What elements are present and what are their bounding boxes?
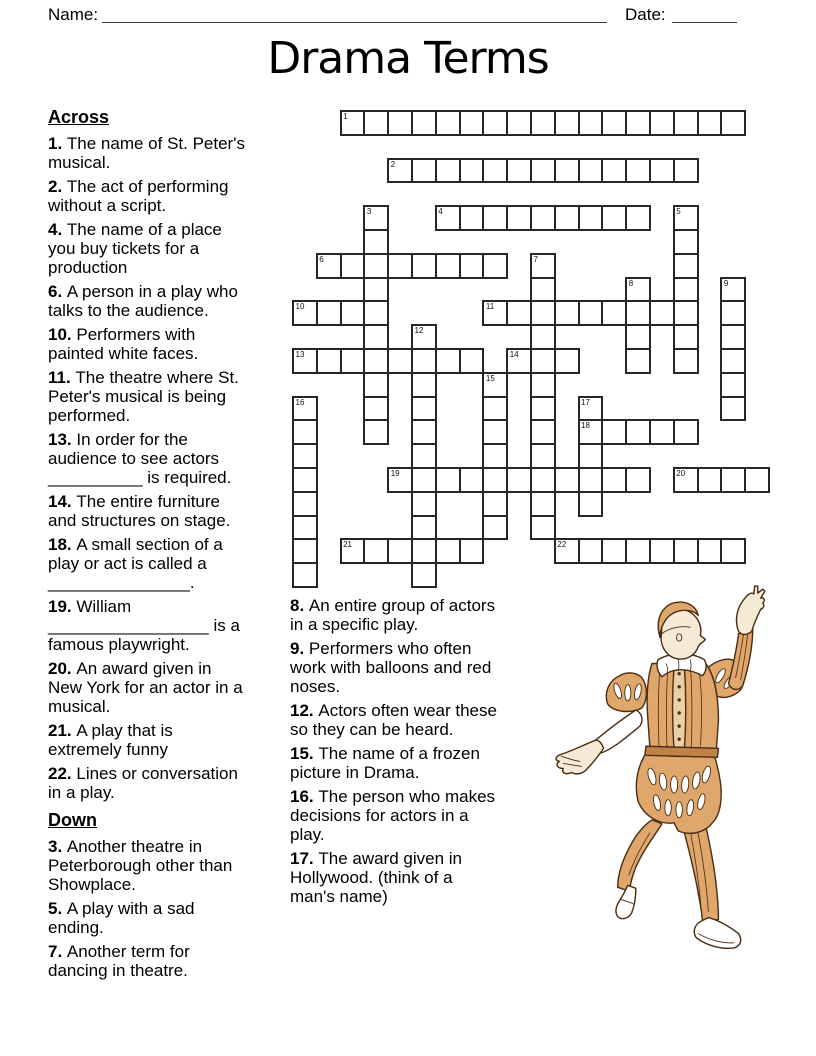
clue-13: 13. In order for the audience to see actors __________ is required. <box>48 430 232 487</box>
grid-cell[interactable] <box>530 515 556 541</box>
cell-number: 4 <box>438 207 443 217</box>
grid-cell[interactable] <box>697 110 723 136</box>
grid-cell[interactable] <box>554 158 580 184</box>
grid-cell[interactable] <box>363 110 389 136</box>
grid-cell-17[interactable] <box>578 396 604 422</box>
grid-cell[interactable] <box>720 396 746 422</box>
grid-cell[interactable] <box>744 467 770 493</box>
dancer-trunk-hose <box>636 750 721 833</box>
grid-cell-11[interactable] <box>482 300 508 326</box>
grid-cell-12[interactable] <box>411 324 437 350</box>
clue-7: 7. Another term for dancing in theatre. <box>48 942 190 980</box>
down-heading: Down <box>48 810 97 830</box>
cell-number: 7 <box>533 254 538 264</box>
grid-cell[interactable] <box>720 538 746 564</box>
grid-cell[interactable] <box>625 110 651 136</box>
cell-number: 19 <box>390 469 400 478</box>
dancer-front-leg <box>682 821 718 922</box>
grid-cell[interactable] <box>530 467 556 493</box>
clue-22: 22. Lines or conversation in a play. <box>48 764 238 802</box>
cell-number: 3 <box>366 207 372 217</box>
date-blank-line[interactable] <box>672 4 737 23</box>
grid-cell[interactable] <box>720 372 746 398</box>
grid-cell[interactable] <box>387 348 413 374</box>
clues-left-column <box>48 108 248 985</box>
clue-21: 21. A play that is extremely funny <box>48 721 173 759</box>
down-clue-list-right <box>290 596 500 906</box>
grid-cell[interactable] <box>411 110 437 136</box>
clue-12: 12. Actors often wear these so they can be heard. <box>290 701 497 739</box>
grid-cell[interactable] <box>459 158 485 184</box>
clue-10: 10. Performers with painted white faces. <box>48 325 199 363</box>
grid-cell[interactable] <box>340 253 366 279</box>
grid-cell-7[interactable] <box>530 253 556 279</box>
clue-16: 16. The person who makes decisions for actors in a play. <box>290 787 496 844</box>
grid-cell[interactable] <box>316 348 342 374</box>
grid-cell[interactable] <box>340 300 366 326</box>
grid-cell[interactable] <box>482 467 508 493</box>
grid-cell-13[interactable] <box>292 348 318 374</box>
grid-cell[interactable] <box>601 467 627 493</box>
grid-cell[interactable] <box>720 300 746 326</box>
grid-cell[interactable] <box>459 538 485 564</box>
grid-cell[interactable] <box>506 205 532 231</box>
grid-cell-2[interactable] <box>387 158 413 184</box>
cell-number: 16 <box>295 397 305 407</box>
grid-cell[interactable] <box>625 300 651 326</box>
grid-cell[interactable] <box>363 538 389 564</box>
cell-number: 17 <box>581 397 590 407</box>
across-clue-list <box>48 134 248 802</box>
grid-cell[interactable] <box>673 324 699 350</box>
grid-cell[interactable] <box>363 372 389 398</box>
grid-cell[interactable] <box>435 538 461 564</box>
grid-cell[interactable] <box>411 253 437 279</box>
grid-cell[interactable] <box>292 419 318 445</box>
grid-cell[interactable] <box>530 419 556 445</box>
grid-cell[interactable] <box>292 515 318 541</box>
grid-cell[interactable] <box>411 372 437 398</box>
grid-cell[interactable] <box>482 419 508 445</box>
grid-cell[interactable] <box>649 419 675 445</box>
grid-cell[interactable] <box>578 443 604 469</box>
grid-cell-1[interactable] <box>340 110 366 136</box>
grid-cell[interactable] <box>459 467 485 493</box>
grid-cell[interactable] <box>530 205 556 231</box>
grid-cell-19[interactable] <box>387 467 413 493</box>
grid-cell[interactable] <box>578 491 604 517</box>
clues-right-column <box>290 596 500 911</box>
grid-cell[interactable] <box>530 491 556 517</box>
grid-cell[interactable] <box>459 348 485 374</box>
clue-11: 11. The theatre where St. Peter's musical is being performed. <box>48 368 239 425</box>
grid-cell[interactable] <box>720 467 746 493</box>
grid-cell[interactable] <box>316 300 342 326</box>
grid-cell-8[interactable] <box>625 277 651 303</box>
grid-cell[interactable] <box>363 419 389 445</box>
grid-cell[interactable] <box>578 205 604 231</box>
cell-number: 12 <box>414 326 424 336</box>
cell-number: 14 <box>509 350 519 359</box>
grid-cell-15[interactable] <box>482 372 508 398</box>
cell-number: 21 <box>343 540 352 550</box>
grid-cell[interactable] <box>530 372 556 398</box>
grid-cell[interactable] <box>411 491 437 517</box>
cell-number: 6 <box>319 254 324 264</box>
cell-number: 11 <box>485 302 495 312</box>
grid-cell-3[interactable] <box>363 205 389 231</box>
grid-cell[interactable] <box>459 205 485 231</box>
grid-cell-9[interactable] <box>720 277 746 303</box>
grid-cell-16[interactable] <box>292 396 318 422</box>
grid-cell[interactable] <box>292 562 318 588</box>
grid-cell[interactable] <box>363 300 389 326</box>
cell-number: 20 <box>676 469 686 478</box>
grid-cell-5[interactable] <box>673 205 699 231</box>
grid-cell[interactable] <box>625 538 651 564</box>
down-clue-list-left <box>48 837 248 980</box>
grid-cell[interactable] <box>601 110 627 136</box>
clue-6: 6. A person in a play who talks to the audience. <box>48 282 238 320</box>
grid-cell[interactable] <box>530 348 556 374</box>
grid-cell[interactable] <box>482 158 508 184</box>
grid-cell[interactable] <box>578 300 604 326</box>
grid-cell[interactable] <box>625 205 651 231</box>
grid-cell[interactable] <box>673 419 699 445</box>
grid-cell[interactable] <box>482 253 508 279</box>
grid-cell[interactable] <box>387 253 413 279</box>
grid-cell[interactable] <box>292 538 318 564</box>
grid-cell[interactable] <box>530 110 556 136</box>
grid-cell[interactable] <box>673 348 699 374</box>
grid-cell[interactable] <box>673 277 699 303</box>
grid-cell[interactable] <box>578 158 604 184</box>
grid-cell[interactable] <box>625 419 651 445</box>
grid-cell[interactable] <box>625 467 651 493</box>
grid-cell[interactable] <box>411 348 437 374</box>
grid-cell[interactable] <box>459 253 485 279</box>
grid-cell[interactable] <box>649 158 675 184</box>
grid-cell[interactable] <box>292 443 318 469</box>
dancer-back-shoe <box>616 885 636 918</box>
grid-cell[interactable] <box>673 538 699 564</box>
grid-cell[interactable] <box>601 300 627 326</box>
grid-cell[interactable] <box>554 110 580 136</box>
grid-cell[interactable] <box>459 110 485 136</box>
dancer-ear <box>677 634 682 641</box>
grid-cell[interactable] <box>292 467 318 493</box>
grid-cell[interactable] <box>340 348 366 374</box>
dancer-belt <box>645 746 719 757</box>
across-heading: Across <box>48 107 110 127</box>
grid-cell[interactable] <box>435 253 461 279</box>
grid-cell[interactable] <box>387 110 413 136</box>
grid-cell[interactable] <box>363 253 389 279</box>
clue-9: 9. Performers who often work with balloons and red noses. <box>290 639 492 696</box>
clue-20: 20. An award given in New York for an actor in a musical. <box>48 659 243 716</box>
date-label: Date: <box>625 5 666 24</box>
cell-number: 8 <box>628 278 634 288</box>
grid-cell[interactable] <box>363 348 389 374</box>
grid-cell[interactable] <box>530 277 556 303</box>
grid-cell[interactable] <box>673 158 699 184</box>
grid-cell[interactable] <box>649 110 675 136</box>
grid-cell[interactable] <box>482 491 508 517</box>
clue-1: 1. The name of St. Peter's musical. <box>48 134 245 172</box>
grid-cell[interactable] <box>601 538 627 564</box>
clue-8: 8. An entire group of actors in a specific play. <box>290 596 496 634</box>
grid-cell[interactable] <box>625 158 651 184</box>
grid-cell[interactable] <box>530 158 556 184</box>
grid-cell[interactable] <box>625 324 651 350</box>
grid-cell[interactable] <box>649 300 675 326</box>
grid-cell[interactable] <box>601 205 627 231</box>
cell-number: 15 <box>485 373 495 383</box>
cell-number: 9 <box>723 278 729 288</box>
grid-cell[interactable] <box>578 538 604 564</box>
cell-number: 22 <box>557 540 567 550</box>
grid-cell-14[interactable] <box>506 348 532 374</box>
grid-cell[interactable] <box>673 253 699 279</box>
grid-cell[interactable] <box>411 515 437 541</box>
grid-cell[interactable] <box>435 110 461 136</box>
grid-cell[interactable] <box>506 158 532 184</box>
grid-cell[interactable] <box>649 538 675 564</box>
cell-number: 13 <box>295 350 305 359</box>
grid-cell[interactable] <box>435 158 461 184</box>
grid-cell[interactable] <box>435 467 461 493</box>
grid-cell[interactable] <box>411 443 437 469</box>
dancer-raised-hand <box>737 586 765 634</box>
grid-cell[interactable] <box>363 229 389 255</box>
grid-cell[interactable] <box>411 396 437 422</box>
grid-cell[interactable] <box>506 467 532 493</box>
clue-14: 14. The entire furniture and structures on stage. <box>48 492 231 530</box>
grid-cell-18[interactable] <box>578 419 604 445</box>
grid-cell-22[interactable] <box>554 538 580 564</box>
grid-cell[interactable] <box>673 110 699 136</box>
grid-cell[interactable] <box>578 110 604 136</box>
grid-cell[interactable] <box>601 419 627 445</box>
grid-cell[interactable] <box>482 515 508 541</box>
dancer-back-leg <box>618 820 662 892</box>
cell-number: 10 <box>295 302 305 312</box>
grid-cell[interactable] <box>411 538 437 564</box>
name-label: Name: <box>48 5 99 24</box>
grid-cell[interactable] <box>506 110 532 136</box>
grid-cell[interactable] <box>554 300 580 326</box>
grid-cell[interactable] <box>506 300 532 326</box>
grid-cell[interactable] <box>482 110 508 136</box>
grid-cell[interactable] <box>578 467 604 493</box>
grid-cell[interactable] <box>530 300 556 326</box>
clue-17: 17. The award given in Hollywood. (think of a man's name) <box>290 849 462 906</box>
grid-cell[interactable] <box>363 396 389 422</box>
grid-cell-6[interactable] <box>316 253 342 279</box>
grid-cell[interactable] <box>530 396 556 422</box>
clue-3: 3. Another theatre in Peterborough other than Showplace. <box>48 837 233 894</box>
grid-cell[interactable] <box>697 538 723 564</box>
grid-cell[interactable] <box>530 443 556 469</box>
dancer-front-shoe <box>694 918 741 949</box>
grid-cell[interactable] <box>435 348 461 374</box>
grid-cell[interactable] <box>482 205 508 231</box>
grid-cell[interactable] <box>411 467 437 493</box>
grid-cell[interactable] <box>411 158 437 184</box>
grid-cell[interactable] <box>482 396 508 422</box>
grid-cell[interactable] <box>673 300 699 326</box>
page-title: Drama Terms <box>267 33 549 84</box>
grid-cell-10[interactable] <box>292 300 318 326</box>
clue-4: 4. The name of a place you buy tickets for a production <box>48 220 222 277</box>
name-blank-line[interactable] <box>102 4 607 23</box>
puff-slash <box>625 685 631 701</box>
grid-cell[interactable] <box>530 324 556 350</box>
grid-cell[interactable] <box>363 277 389 303</box>
grid-cell[interactable] <box>601 158 627 184</box>
grid-cell[interactable] <box>720 348 746 374</box>
grid-cell[interactable] <box>554 348 580 374</box>
grid-cell[interactable] <box>554 467 580 493</box>
dancer-illustration <box>531 579 783 977</box>
grid-cell[interactable] <box>363 324 389 350</box>
grid-cell[interactable] <box>720 110 746 136</box>
cell-number: 2 <box>390 159 396 169</box>
grid-cell[interactable] <box>673 229 699 255</box>
clue-19: 19. William _________________ is a famous playwright. <box>48 597 240 654</box>
clue-18: 18. A small section of a play or act is called a _______________. <box>48 535 223 592</box>
grid-cell[interactable] <box>720 324 746 350</box>
cell-number: 1 <box>343 112 348 121</box>
clue-15: 15. The name of a frozen picture in Drama. <box>290 744 480 782</box>
dancer-figure <box>556 586 765 948</box>
grid-cell[interactable] <box>411 419 437 445</box>
cell-number: 5 <box>676 207 681 217</box>
grid-cell[interactable] <box>554 205 580 231</box>
grid-cell-4[interactable] <box>435 205 461 231</box>
clue-5: 5. A play with a sad ending. <box>48 899 195 937</box>
clue-2: 2. The act of performing without a script. <box>48 177 229 215</box>
grid-cell[interactable] <box>625 348 651 374</box>
grid-cell[interactable] <box>482 443 508 469</box>
grid-cell[interactable] <box>697 467 723 493</box>
grid-cell[interactable] <box>411 562 437 588</box>
cell-number: 18 <box>581 421 590 431</box>
grid-cell[interactable] <box>292 491 318 517</box>
grid-cell[interactable] <box>387 538 413 564</box>
grid-cell-21[interactable] <box>340 538 366 564</box>
grid-cell-20[interactable] <box>673 467 699 493</box>
